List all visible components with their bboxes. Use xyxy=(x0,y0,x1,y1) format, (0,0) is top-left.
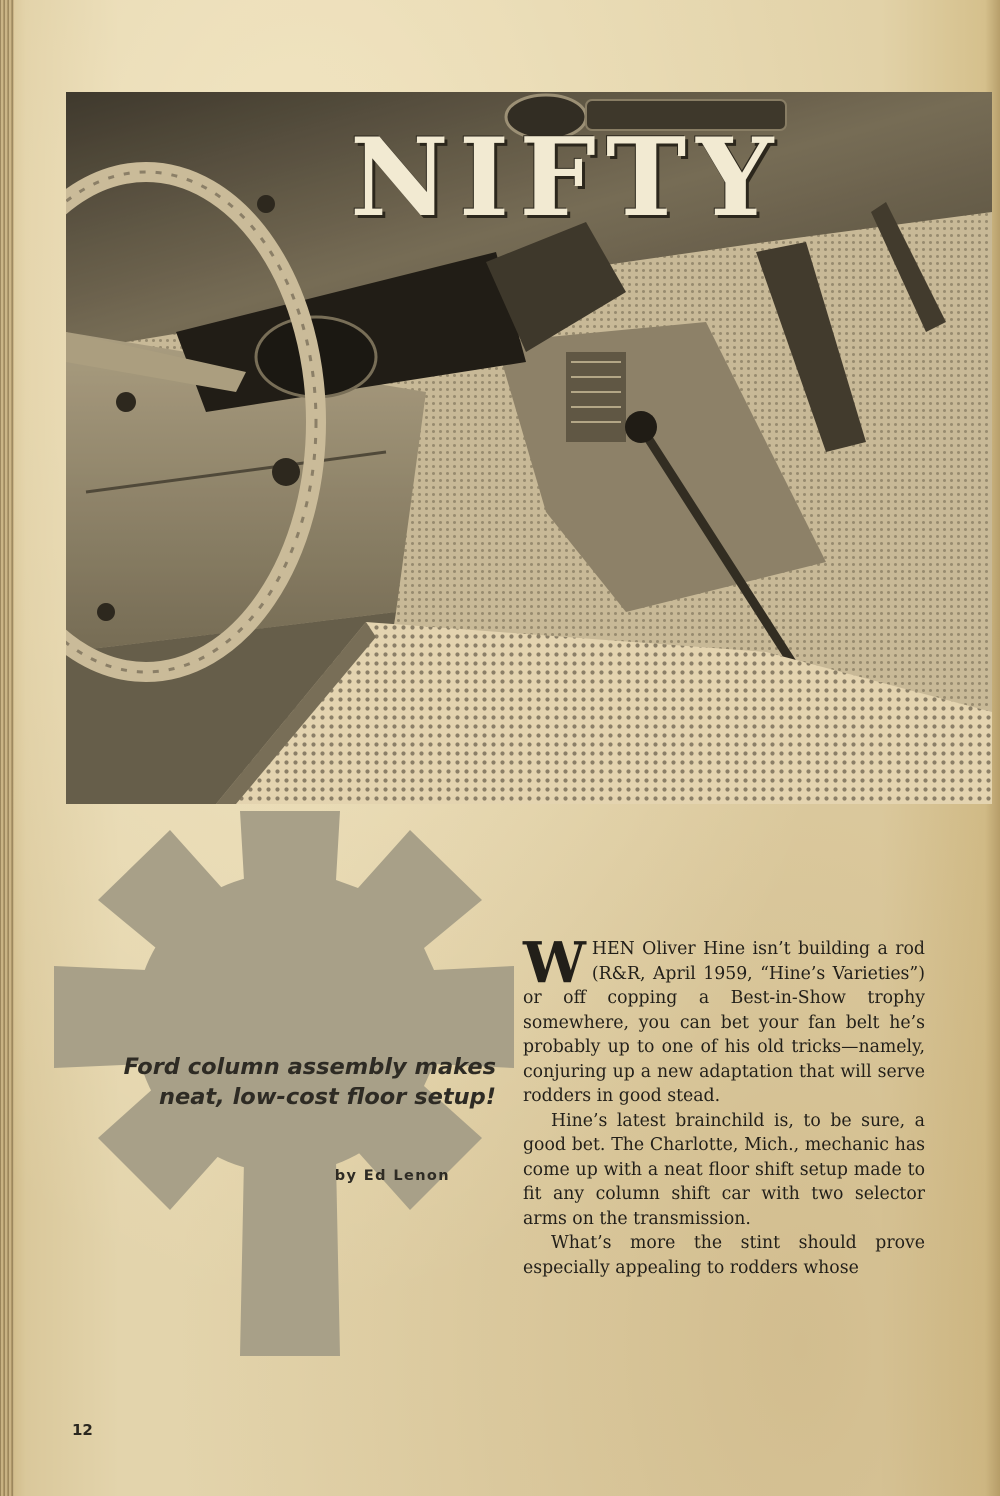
paragraph-3: What’s more the stint should prove especially appealing to rodders whose xyxy=(523,1233,925,1278)
article-body xyxy=(523,930,925,1280)
headline: NIFTY xyxy=(350,128,784,228)
paragraph-2: Hine’s latest brainchild is, to be sure, a good bet. The Charlotte, Mich., mechanic has come up with a neat floor shift setup made to fit any column shift car with two selector arms on the transmission. xyxy=(523,1110,925,1229)
page-number: 12 xyxy=(72,1421,93,1439)
deck-subtitle: Ford column assembly makes neat, low-cost floor setup! xyxy=(123,1054,496,1110)
paragraph-1-text: HEN Oliver Hine isn’t building a rod (R&R, April 1959, “Hine’s Varieties”) or off copping a Best-in-Show trophy somewhere, you can bet your fan belt he’s probably up to one of his old tricks—namely, conjuring up a new adaptation that will serve rodders in good stead. xyxy=(523,939,925,1106)
paragraph-1 xyxy=(523,930,925,1109)
byline: by Ed Lenon xyxy=(334,1168,450,1184)
drop-cap: W xyxy=(523,930,586,996)
page-binding-edge xyxy=(0,0,14,1496)
